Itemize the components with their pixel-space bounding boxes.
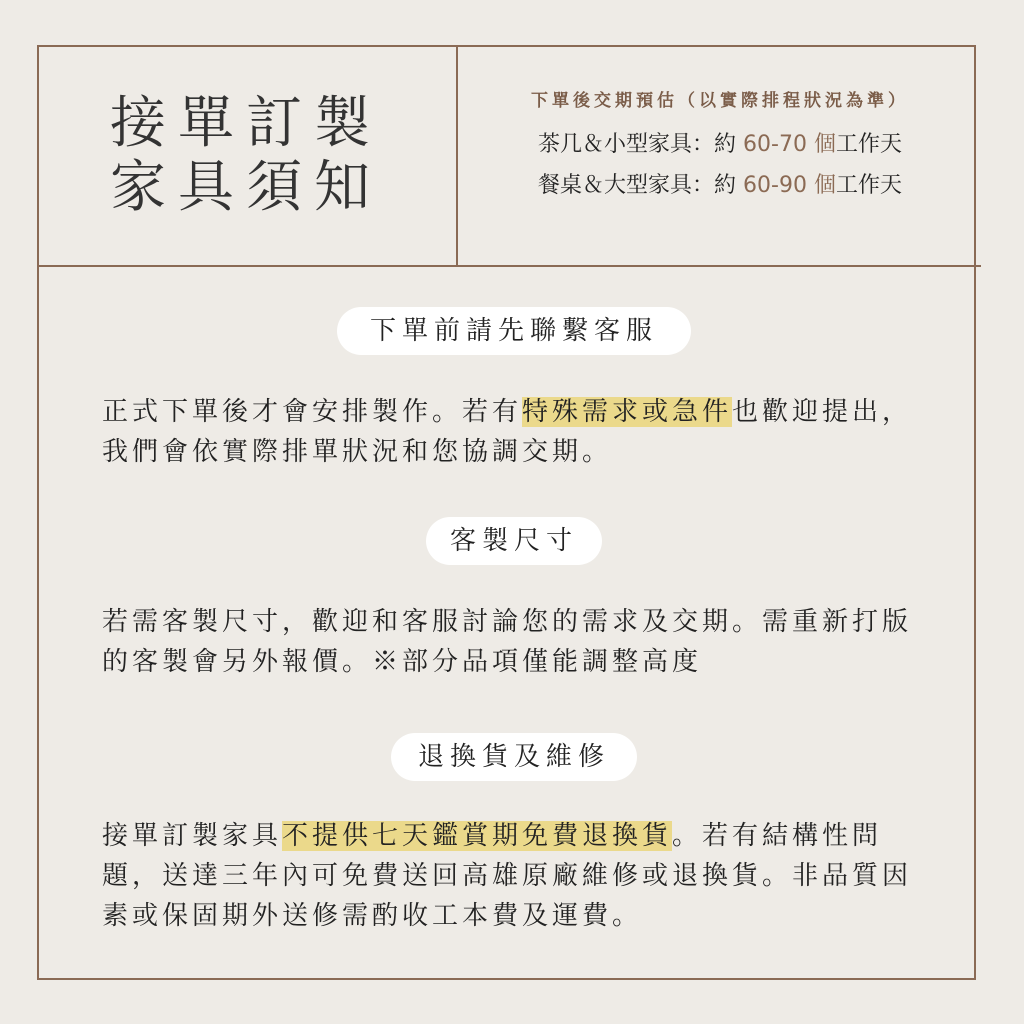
lead-time-label: 茶几＆小型家具：約 — [538, 132, 744, 157]
lead-time-range: 60-70 個 — [743, 132, 836, 157]
text-segment: 。若有結構性問題，送達三年內可免費送回高雄原廠維修或退換貨。非品質因素或保固期外送修需酌收工本費及運費。 — [102, 821, 913, 931]
text-segment: 接單訂製家具 — [102, 821, 283, 851]
section-heading-custom-size: 客製尺寸 — [426, 517, 602, 565]
lead-time-row-large — [470, 174, 970, 198]
text-segment: 正式下單後才會安排製作。若有 — [102, 397, 523, 427]
lead-time-label: 餐桌＆大型家具：約 — [538, 173, 744, 198]
page-title-line-1: 接單訂製 — [110, 91, 382, 156]
section-text-contact — [102, 392, 922, 472]
section-heading-returns: 退換貨及維修 — [391, 733, 637, 781]
highlight-text: 不提供七天鑑賞期免費退換貨 — [282, 821, 673, 851]
lead-time-row-small — [470, 133, 970, 157]
header-divider-horizontal — [37, 265, 981, 267]
lead-time-panel — [470, 86, 970, 215]
lead-time-range: 60-90 個 — [743, 173, 836, 198]
text-segment: 也歡迎提出，我們會依實際排單狀況和您協調交期。 — [102, 397, 913, 467]
lead-time-suffix: 工作天 — [835, 173, 902, 198]
header-divider-vertical — [456, 45, 458, 266]
highlight-text: 特殊需求或急件 — [522, 397, 733, 427]
section-heading-contact: 下單前請先聯繫客服 — [337, 307, 691, 355]
lead-time-heading: 下單後交期預估（以實際排程狀況為準） — [531, 91, 909, 111]
page-title — [110, 92, 410, 220]
section-text-custom-size: 若需客製尺寸，歡迎和客服討論您的需求及交期。需重新打版的客製會另外報價。※部分品項僅能調整高度 — [102, 607, 913, 677]
page-title-line-2: 家具須知 — [110, 155, 382, 220]
lead-time-suffix: 工作天 — [835, 132, 902, 157]
section-text-returns — [102, 816, 922, 936]
